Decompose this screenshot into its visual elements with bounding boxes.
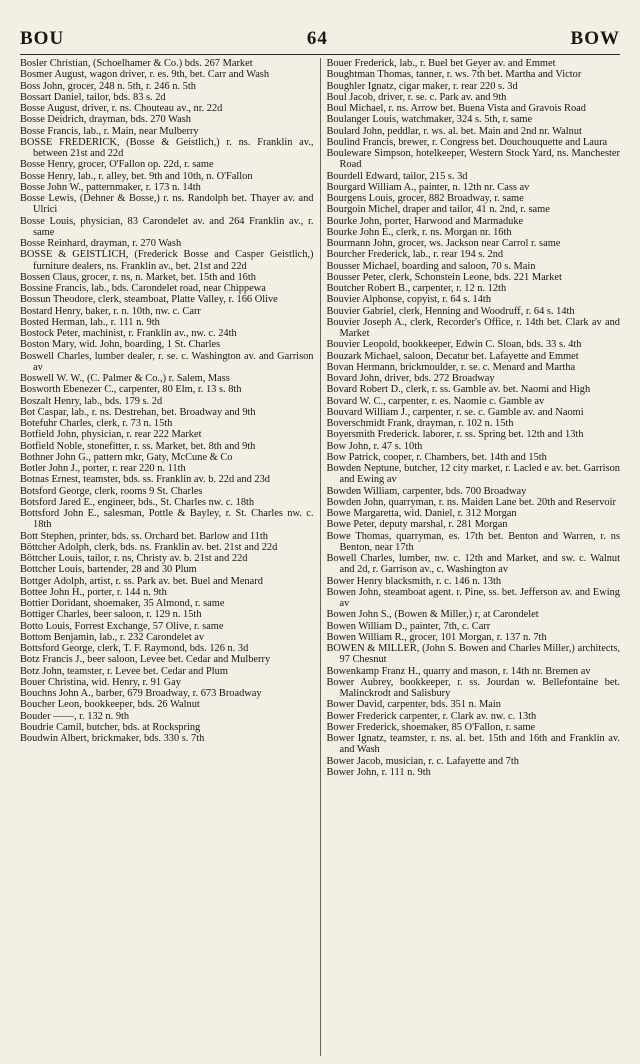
directory-entry: Boutcher Robert B., carpenter, r. 12 n. 12th <box>326 283 507 294</box>
directory-entry: Bostock Peter, machinist, r. Franklin av., nw. c. 24th <box>20 328 237 339</box>
directory-entry: Bousser Peter, clerk, Schonstein Leone, bds. 221 Market <box>326 271 562 283</box>
directory-entry: Boswell Charles, lumber dealer, r. se. c. Washington av. and Garrison av <box>20 350 314 373</box>
directory-entry: Bosworth Ebenezer C., carpenter, 80 Elm, r. 13 s. 8th <box>20 384 242 396</box>
directory-entry: Botler John J., porter, r. rear 220 n. 11th <box>20 463 186 474</box>
directory-columns <box>20 58 620 1056</box>
directory-entry: Boswell W. W., (C. Palmer & Co.,) r. Salem, Mass <box>20 373 230 384</box>
right-column <box>321 58 621 1056</box>
directory-entry: Bottsford John E., salesman, Pottle & Bayley, r. St. Charles nw. c. 18th <box>20 508 314 531</box>
directory-entry: Boudwin Albert, brickmaker, bds. 330 s. 7th <box>20 733 205 744</box>
header-rule <box>20 54 620 55</box>
directory-entry: Bourke John E., clerk, r. ns. Morgan nr. 16th <box>326 226 512 238</box>
directory-entry: Bourgens Louis, grocer, 882 Broadway, r. same <box>326 193 524 204</box>
directory-entry: Bower Frederick, shoemaker, 85 O'Fallon, r. same <box>326 721 536 733</box>
directory-entry: Bouleware Simpson, hotelkeeper, Western Stock Yard, ns. Manchester Road <box>326 148 620 171</box>
directory-entry: Bott Stephen, printer, bds. ss. Orchard bet. Barlow and 11th <box>20 530 268 542</box>
directory-entry: Bosse August, driver, r. ns. Chouteau av., nr. 22d <box>20 103 223 114</box>
directory-entry: Boucher Leon, bookkeeper, bds. 26 Walnut <box>20 699 200 711</box>
directory-entry: BOSSE FREDERICK, (Bosse & Geistlich,) r. ns. Franklin av., between 21st and 22d <box>20 136 314 159</box>
directory-entry: Boudrie Camil, butcher, bds. at Rockspring <box>20 721 201 733</box>
directory-entry: Bottger Adolph, artist, r. ss. Park av. bet. Buel and Menard <box>20 575 263 587</box>
directory-entry: Bouder ——, r. 132 n. 9th <box>20 710 130 722</box>
directory-entry: Bower John, r. 111 n. 9th <box>326 766 431 778</box>
directory-entry: Boul Michael, r. ns. Arrow bet. Buena Vista and Gravois Road <box>326 103 586 114</box>
directory-entry: Botz John, teamster, r. Levee bet. Cedar and Plum <box>20 665 228 677</box>
directory-entry: Boss John, grocer, 248 n. 5th, r. 246 n. 5th <box>20 80 196 92</box>
directory-entry: Botnas Ernest, teamster, bds. ss. Franklin av. b. 22d and 23d <box>20 474 270 486</box>
directory-entry: Bosse Henry, grocer, O'Fallon op. 22d, r. same <box>20 159 214 171</box>
directory-entry: Bouzark Michael, saloon, Decatur bet. Lafayette and Emmet <box>326 350 579 362</box>
directory-entry: Bossart Daniel, tailor, bds. 83 s. 2d <box>20 91 166 103</box>
directory-entry: Bosse Henry, lab., r. alley, bet. 9th and 10th, n. O'Fallon <box>20 170 253 182</box>
directory-entry: Bower Aubrey, bookkeeper, r. ss. Jourdan w. Bellefontaine bet. Malinckrodt and Salisbury <box>326 676 620 699</box>
directory-entry: Bowden William, carpenter, bds. 700 Broadway <box>326 485 527 497</box>
directory-entry: Boverschmidt Frank, drayman, r. 102 n. 15th <box>326 418 514 429</box>
directory-entry: Bossen Claus, grocer, r. ns, n. Market, bet. 15th and 16th <box>20 271 256 283</box>
directory-entry: Boulind Francis, brewer, r. Congress bet. Douchouquette and Laura <box>326 136 608 148</box>
directory-entry: Bottsford George, clerk, T. F. Raymond, bds. 126 n. 3d <box>20 643 249 654</box>
directory-entry: Bouvier Alphonse, copyist, r. 64 s. 14th <box>326 294 492 306</box>
directory-entry: Bosse Louis, physician, 83 Carondelet av. and 264 Franklin av., r. same <box>20 215 314 238</box>
directory-entry: Bosse John W., patternmaker, r. 173 n. 14th <box>20 181 201 193</box>
directory-entry: Bousser Michael, boarding and saloon, 70 s. Main <box>326 260 536 272</box>
directory-entry: Botfield John, physician, r. rear 222 Market <box>20 429 202 441</box>
directory-entry: Boszalt Henry, lab., bds. 179 s. 2d <box>20 395 163 407</box>
directory-entry: Boulard John, peddlar, r. ws. al. bet. Main and 2nd nr. Walnut <box>326 125 582 137</box>
directory-entry: Bowden Neptune, butcher, 12 city market, r. Lacled e av. bet. Garrison and Ewing av <box>326 463 620 486</box>
directory-entry: Bowe Peter, deputy marshal, r. 281 Morgan <box>326 519 508 531</box>
directory-entry: Bottiger Charles, beer saloon, r. 129 n. 15th <box>20 609 202 621</box>
directory-entry: Boyersmith Frederick. laborer, r. ss. Spring bet. 12th and 13th <box>326 429 584 441</box>
directory-entry: Boston Mary, wid. John, boarding, 1 St. Charles <box>20 339 221 351</box>
directory-entry: Bovard Robert D., clerk, r. ss. Gamble av. bet. Naomi and High <box>326 384 591 396</box>
directory-entry: Bourgard William A., painter, n. 12th nr. Cass av <box>326 181 530 193</box>
page-number: 64 <box>306 28 328 49</box>
directory-entry: Bowden John, quarryman, r. ns. Maiden Lane bet. 20th and Reservoir <box>326 496 616 508</box>
directory-entry: Bot Caspar, lab., r. ns. Destrehan, bet. Broadway and 9th <box>20 406 256 418</box>
directory-entry: Bottom Benjamin, lab., r. 232 Carondelet av <box>20 631 205 643</box>
directory-entry: Bowe Thomas, quarryman, es. 17th bet. Benton and Warren, r. ns Benton, near 17th <box>326 530 620 553</box>
directory-entry: Bow Patrick, cooper, r. Chambers, bet. 14th and 15th <box>326 451 547 463</box>
directory-entry: Bowe Margaretta, wid. Daniel, r. 312 Morgan <box>326 508 517 519</box>
directory-entry: Bosted Herman, lab., r. 111 n. 9th <box>20 316 160 328</box>
directory-entry: Boughler Ignatz, cigar maker, r. rear 220 s. 3d <box>326 80 518 92</box>
directory-entry: Bourmann John, grocer, ws. Jackson near Carrol r. same <box>326 238 561 249</box>
directory-entry: Bottcher Louis, bartender, 28 and 30 Plum <box>20 564 197 576</box>
directory-entry: Bowenkamp Franz H., quarry and mason, r. 14th nr. Bremen av <box>326 665 591 677</box>
directory-entry: Böttcher Louis, tailor, r. ns, Christy av. b. 21st and 22d <box>20 553 248 564</box>
directory-entry: Böttcher Adolph, clerk, bds. ns. Franklin av. bet. 21st and 22d <box>20 541 278 553</box>
directory-entry: Boulanger Louis, watchmaker, 324 s. 5th, r. same <box>326 114 533 126</box>
directory-entry: Bowen John, steamboat agent. r. Pine, ss. bet. Jefferson av. and Ewing av <box>326 586 620 609</box>
directory-entry: BOWEN & MILLER, (John S. Bowen and Charles Miller,) architects, 97 Chesnut <box>326 643 620 666</box>
directory-entry: Bothner John G., pattern mkr, Gaty, McCune & Co <box>20 451 233 463</box>
directory-entry: Bower Ignatz, teamster, r. ns. al. bet. 15th and 16th and Franklin av. and Wash <box>326 733 620 756</box>
directory-entry: Bouer Christina, wid. Henry, r. 91 Gay <box>20 676 181 688</box>
directory-entry: Boul Jacob, driver, r. se. c. Park av. and 9th <box>326 91 507 103</box>
left-column <box>20 58 321 1056</box>
directory-entry: Botto Louis, Forrest Exchange, 57 Olive, r. same <box>20 620 224 632</box>
directory-entry: Botefuhr Charles, clerk, r. 73 n. 15th <box>20 418 173 429</box>
directory-entry: Botfield Noble, stonefitter, r. ss. Market, bet. 8th and 9th <box>20 440 256 452</box>
header-left-range: BOU <box>20 28 65 49</box>
directory-entry: Bossun Theodore, clerk, steamboat, Platte Valley, r. 166 Olive <box>20 294 278 306</box>
directory-entry: Bourdell Edward, tailor, 215 s. 3d <box>326 170 468 182</box>
directory-entry: Bosse Deidrich, drayman, bds. 270 Wash <box>20 114 191 126</box>
directory-entry: Bouchns John A., barber, 679 Broadway, r. 673 Broadway <box>20 688 262 699</box>
directory-entry: Botz Francis J., beer saloon, Levee bet. Cedar and Mulberry <box>20 654 271 666</box>
directory-entry: Bouer Frederick, lab., r. Buel bet Geyer av. and Emmet <box>326 58 556 69</box>
directory-entry: Bowen William D., painter, 7th, c. Carr <box>326 620 491 632</box>
directory-entry: Bovard John, driver, bds. 272 Broadway <box>326 373 495 384</box>
directory-entry: Botsford Jared E., engineer, bds., St. Charles nw. c. 18th <box>20 496 255 508</box>
directory-entry: Bovan Hermann, brickmoulder, r. se. c. Menard and Martha <box>326 361 576 373</box>
directory-entry: Bouvier Leopold, bookkeeper, Edwin C. Sloan, bds. 33 s. 4th <box>326 339 582 351</box>
directory-entry: Bosse Lewis, (Dehner & Bosse,) r. ns. Randolph bet. Thayer av. and Ulrici <box>20 193 314 216</box>
page-header <box>20 28 620 54</box>
directory-entry: BOSSE & GEISTLICH, (Frederick Bosse and Casper Geistlich,) furniture dealers, ns. Franklin av., bet. 21st and 22d <box>20 249 314 272</box>
directory-entry: Bower Jacob, musician, r. c. Lafayette and 7th <box>326 755 519 767</box>
directory-entry: Bow John, r. 47 s. 10th <box>326 440 423 452</box>
directory-entry: Bower Frederick carpenter, r. Clark av. nw. c. 13th <box>326 710 537 722</box>
directory-entry: Bowell Charles, lumber, nw. c. 12th and Market, and sw. c. Walnut and 2d, r. Garrison av., c. Washington av <box>326 553 620 576</box>
directory-entry: Bourgoin Michel, draper and tailor, 41 n. 2nd, r. same <box>326 204 550 216</box>
directory-entry: Bower Henry blacksmith, r. c. 146 n. 13th <box>326 575 502 587</box>
directory-entry: Bouvier Joseph A., clerk, Recorder's Office, r. 14th bet. Clark av and Market <box>326 316 620 339</box>
directory-entry: Boughtman Thomas, tanner, r. ws. 7th bet. Martha and Victor <box>326 69 582 81</box>
directory-entry: Bottee John H., porter, r. 144 n. 9th <box>20 586 167 598</box>
directory-entry: Bosler Christian, (Schoelhamer & Co.) bds. 267 Market <box>20 58 253 69</box>
directory-entry: Bostard Henry, baker, r. n. 10th, nw. c. Carr <box>20 305 201 317</box>
directory-entry: Bossine Francis, lab., bds. Carondelet road, near Chippewa <box>20 283 266 294</box>
directory-entry: Bowen William R., grocer, 101 Morgan, r. 137 n. 7th <box>326 631 547 643</box>
directory-entry: Bourcher Frederick, lab., r. rear 194 s. 2nd <box>326 249 504 261</box>
directory-entry: Bower David, carpenter, bds. 351 n. Main <box>326 699 501 711</box>
directory-entry: Bowen John S., (Bowen & Miller,) r, at Carondelet <box>326 609 539 621</box>
directory-entry: Bovard W. C., carpenter, r. es. Naomie c. Gamble av <box>326 395 545 407</box>
directory-entry: Bosse Reinhard, drayman, r. 270 Wash <box>20 238 182 249</box>
directory-entry: Bouvier Gabriel, clerk, Henning and Woodruff, r. 64 s. 14th <box>326 305 575 317</box>
directory-entry: Bosmer August, wagon driver, r. es. 9th, bet. Carr and Wash <box>20 69 270 81</box>
directory-entry: Bouvard William J., carpenter, r. se. c. Gamble av. and Naomi <box>326 406 584 418</box>
header-right-range: BOW <box>570 28 620 49</box>
directory-entry: Botsford George, clerk, rooms 9 St. Charles <box>20 485 203 497</box>
directory-entry: Bottier Doridant, shoemaker, 35 Almond, r. same <box>20 598 225 609</box>
directory-entry: Bosse Francis, lab., r. Main, near Mulberry <box>20 125 199 137</box>
directory-entry: Bourke John, porter, Harwood and Marmaduke <box>326 215 524 227</box>
